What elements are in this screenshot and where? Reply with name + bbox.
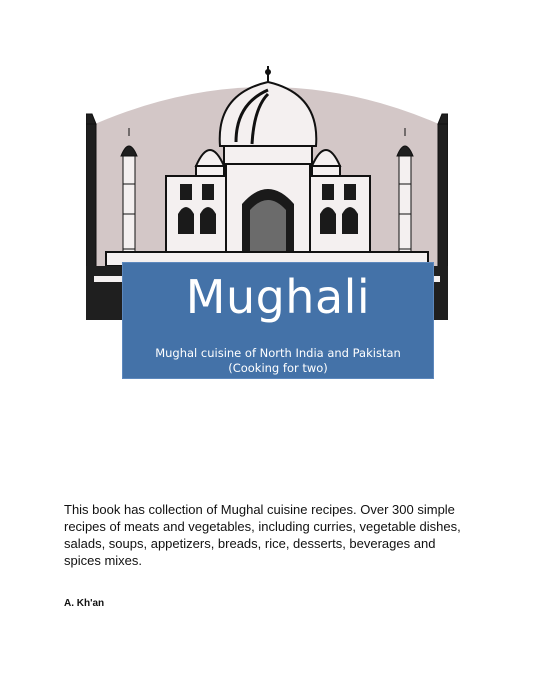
- book-description: This book has collection of Mughal cuisine recipes. Over 300 simple recipes of meats and vegetables, including curries, vegetable dishes, salads, soups, appetizers, breads, rice, desserts, beverages and spices mixes.: [64, 502, 461, 568]
- title-box: [122, 262, 434, 379]
- subtitle-line-2: (Cooking for two): [228, 361, 328, 375]
- author-name: A. Kh'an: [64, 598, 105, 609]
- book-title: Mughali: [185, 270, 371, 324]
- book-subtitle: [123, 346, 433, 376]
- subtitle-line-1: Mughal cuisine of North India and Pakistan: [155, 346, 401, 360]
